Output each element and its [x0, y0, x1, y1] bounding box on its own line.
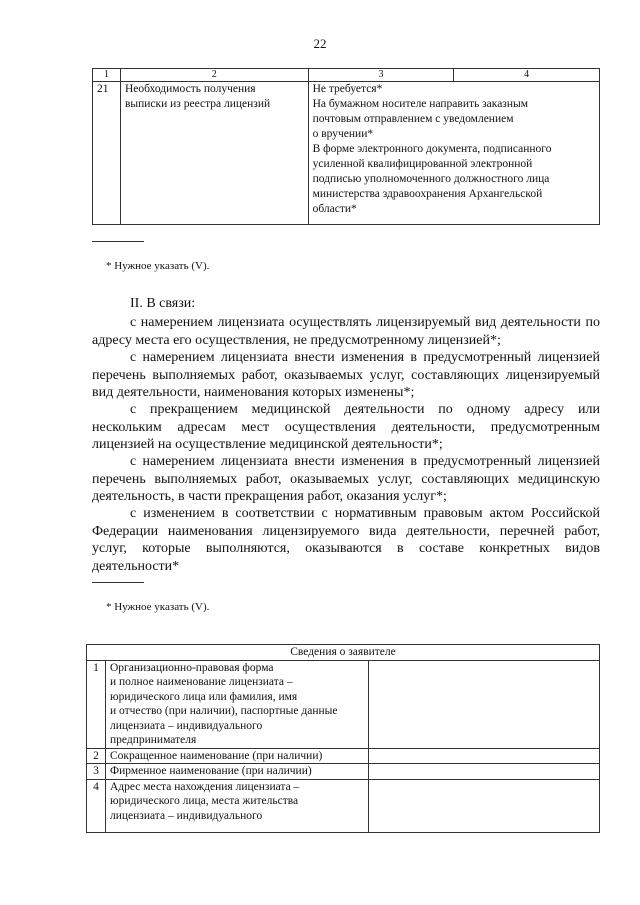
table-row	[87, 779, 600, 832]
row-number: 1	[87, 660, 106, 748]
row-number: 21	[93, 82, 121, 225]
header-cell: 3	[308, 69, 454, 82]
row-label: Сокращенное наименование (при наличии)	[106, 748, 369, 764]
applicant-info-table	[86, 644, 600, 833]
table-caption: Сведения о заявителе	[87, 645, 600, 661]
row-value	[369, 779, 600, 832]
section-paragraphs	[92, 314, 600, 575]
table-header-row	[93, 69, 600, 82]
footnote-divider	[92, 582, 144, 583]
row-number: 3	[87, 764, 106, 780]
row-value	[369, 748, 600, 764]
row-label: Адрес места нахождения лицензиата – юридического лица, места жительства лицензиата – индивидуального	[106, 779, 369, 832]
license-extract-table	[92, 68, 600, 225]
page-number: 22	[313, 36, 327, 51]
paragraph: с прекращением медицинской деятельности по одному адресу или нескольким адресам мест осуществления деятельности, предусмотренным лицензией на осуществление медицинской деятельности*;	[92, 402, 600, 452]
row-value: Не требуется* На бумажном носителе направить заказным почтовым отправлением с уведомлением о вручении* В форме электронного документа, подписанного усиленной квалифицированной электронной подписью уполномоченного должностного лица министерства здравоохранения Архангельской области*	[308, 82, 599, 225]
table-row	[87, 748, 600, 764]
paragraph: с изменением в соответствии с нормативным правовым актом Российской Федерации наименования лицензируемого вида деятельности, перечней работ, услуг, которые выполняются, оказываются в составе конкретных видов деятельности*	[92, 506, 600, 574]
row-value	[369, 764, 600, 780]
table-row	[93, 82, 600, 225]
header-cell: 1	[93, 69, 121, 82]
paragraph: с намерением лицензиата осуществлять лицензируемый вид деятельности по адресу места его осуществления, не предусмотренному лицензией*;	[92, 315, 600, 348]
row-name: Необходимость получения выписки из реестра лицензий	[120, 82, 308, 225]
row-label: Фирменное наименование (при наличии)	[106, 764, 369, 780]
paragraph: с намерением лицензиата внести изменения в предусмотренный лицензией перечень выполняемых работ, оказываемых услуг, составляющих медицинскую деятельность, в части прекращения работ, оказания услуг*;	[92, 454, 600, 504]
table-row	[87, 764, 600, 780]
footnote-divider	[92, 241, 144, 242]
table-caption-row	[87, 645, 600, 661]
row-number: 2	[87, 748, 106, 764]
row-number: 4	[87, 779, 106, 832]
row-value	[369, 660, 600, 748]
header-cell: 4	[454, 69, 600, 82]
paragraph: с намерением лицензиата внести изменения в предусмотренный лицензией перечень выполняемых работ, оказываемых услуг, составляющих лицензируемый вид деятельности, наименования которых изменены*;	[92, 350, 600, 400]
footnote-2: * Нужное указать (V).	[106, 601, 210, 613]
table-row	[87, 660, 600, 748]
footnote-1: * Нужное указать (V).	[106, 260, 210, 272]
section-heading: II. В связи:	[130, 296, 196, 311]
row-label: Организационно-правовая форма и полное наименование лицензиата – юридического лица или фамилия, имя и отчество (при наличии), паспортные данные лицензиата – индивидуального предпринимателя	[106, 660, 369, 748]
header-cell: 2	[120, 69, 308, 82]
